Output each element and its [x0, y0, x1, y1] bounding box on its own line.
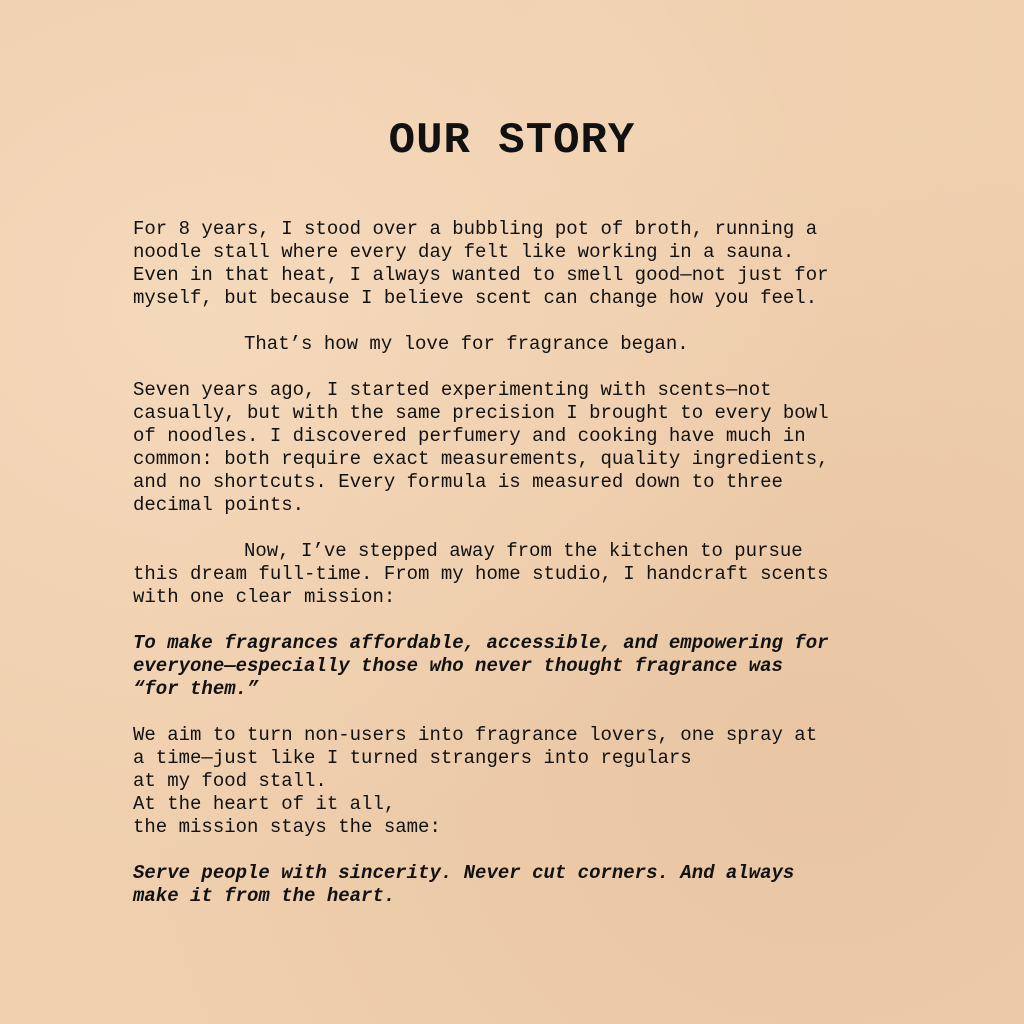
paragraph-origin	[133, 218, 923, 310]
text-line: Seven years ago, I started experimenting with scents—not	[133, 379, 772, 401]
paragraph-home-studio	[133, 540, 923, 609]
text-line: We aim to turn non-users into fragrance lovers, one spray at	[133, 724, 818, 746]
paragraph-spacer	[133, 839, 923, 862]
paragraph-experimenting	[133, 379, 923, 517]
text-line: myself, but because I believe scent can change how you feel.	[133, 287, 818, 309]
text-line: Serve people with sincerity. Never cut corners. And always	[133, 862, 795, 884]
story-body	[133, 218, 923, 908]
text-line: and no shortcuts. Every formula is measured down to three	[133, 471, 783, 493]
text-line: this dream full-time. From my home studio, I handcraft scents	[133, 563, 829, 585]
paragraph-spacer	[133, 356, 923, 379]
paragraph-spacer	[133, 701, 923, 724]
text-line: common: both require exact measurements, quality ingredients,	[133, 448, 829, 470]
page-title: OUR STORY	[388, 116, 636, 166]
paragraph-love-began	[133, 333, 923, 356]
text-line: decimal points.	[133, 494, 305, 516]
text-line: of noodles. I discovered perfumery and cooking have much in	[133, 425, 806, 447]
text-line: with one clear mission:	[133, 586, 396, 608]
text-line: Even in that heat, I always wanted to smell good—not just for	[133, 264, 829, 286]
text-line: Now, I’ve stepped away from the kitchen to pursue	[244, 540, 803, 562]
text-line: a time—just like I turned strangers into regulars	[133, 747, 692, 769]
text-line: For 8 years, I stood over a bubbling pot of broth, running a	[133, 218, 818, 240]
paragraph-mission-statement	[133, 632, 923, 701]
text-line: noodle stall where every day felt like working in a sauna.	[133, 241, 795, 263]
text-line: At the heart of it all,	[133, 793, 396, 815]
paragraph-spacer	[133, 310, 923, 333]
text-line: casually, but with the same precision I brought to every bowl	[133, 402, 829, 424]
text-line: “for them.”	[133, 678, 259, 700]
paragraph-spacer	[133, 517, 923, 540]
text-line: at my food stall.	[133, 770, 327, 792]
text-line: To make fragrances affordable, accessible, and empowering for	[133, 632, 829, 654]
text-line: make it from the heart.	[133, 885, 396, 907]
text-line: the mission stays the same:	[133, 816, 441, 838]
paragraph-closing-motto	[133, 862, 923, 908]
text-line: everyone—especially those who never thought fragrance was	[133, 655, 783, 677]
paragraph-spacer	[133, 609, 923, 632]
paragraph-aim	[133, 724, 923, 839]
text-line: That’s how my love for fragrance began.	[244, 333, 689, 355]
